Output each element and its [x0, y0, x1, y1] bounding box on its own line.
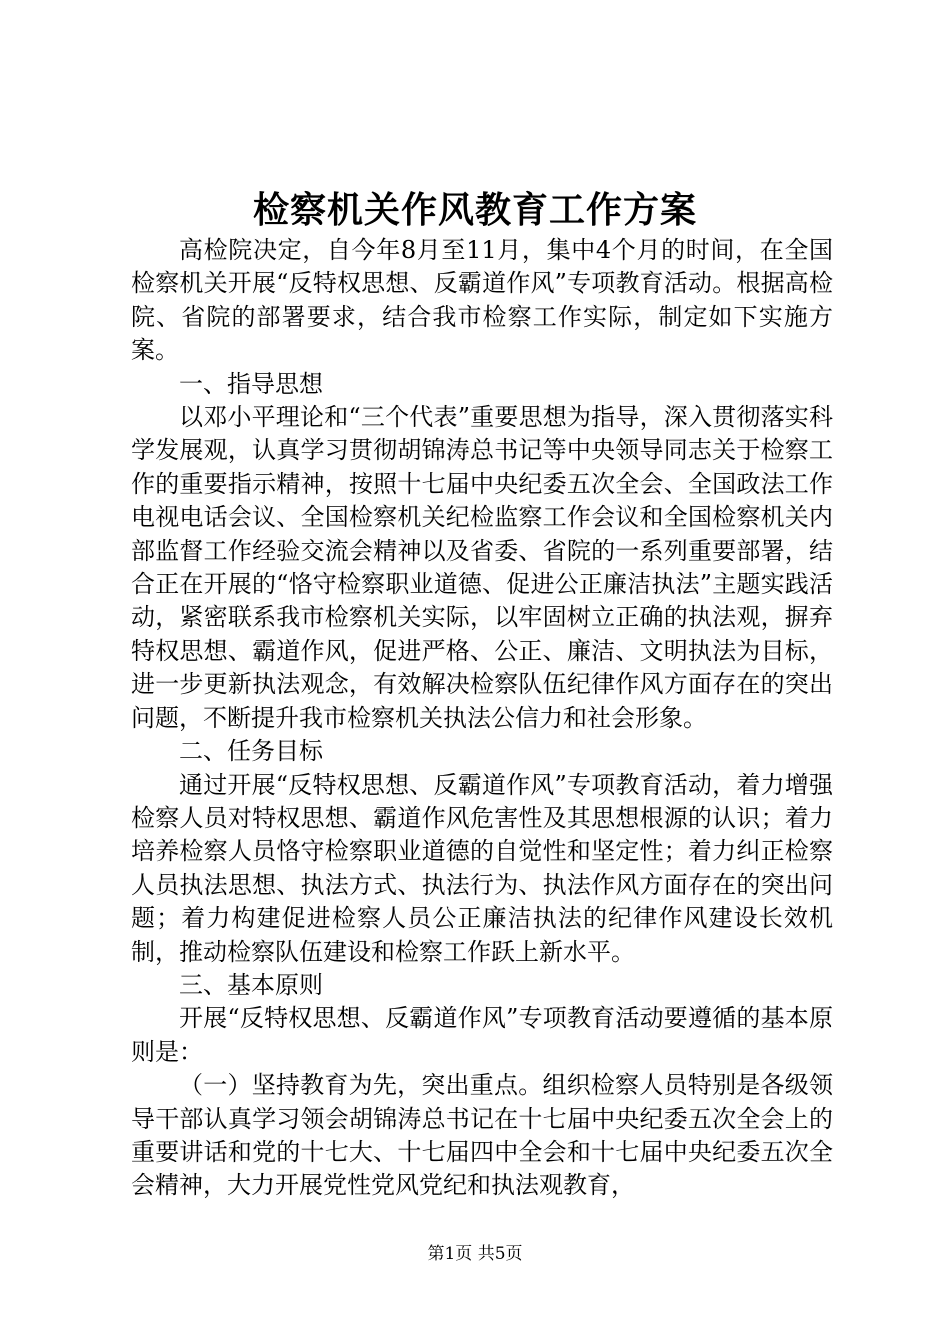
- paragraph-basic-principles: 开展“反特权思想、反霸道作风”专项教育活动要遵循的基本原则是：: [131, 1004, 833, 1066]
- document-title: 检察机关作风教育工作方案: [252, 189, 697, 231]
- section-heading-task-goals: 二、任务目标: [179, 737, 323, 766]
- paragraph-guiding-thought: 以邓小平理论和“三个代表”重要思想为指导，深入贯彻落实科学发展观，认真学习贯彻胡锦涛总书记等中央领导同志关于检察工作的重要指示精神，按照十七届中央纪委五次全会、全国政法工作电视电话会议、全国检察机关纪检监察工作会议和全国检察机关内部监督工作经验交流会精神以及省委、省院的一系列重要部署，结合正在开展的“恪守检察职业道德、促进公正廉洁执法”主题实践活动，紧密联系我市检察机关实际，以牢固树立正确的执法观，摒弃特权思想、霸道作风，促进严格、公正、廉洁、文明执法为目标，进一步更新执法观念，有效解决检察队伍纪律作风方面存在的突出问题，不断提升我市检察机关执法公信力和社会形象。: [131, 403, 833, 732]
- paragraph-task-goals: 通过开展“反特权思想、反霸道作风”专项教育活动，着力增强检察人员对特权思想、霸道作风危害性及其思想根源的认识；着力培养检察人员恪守检察职业道德的自觉性和坚定性；着力纠正检察人员执法思想、执法方式、执法行为、执法作风方面存在的突出问题；着力构建促进检察人员公正廉洁执法的纪律作风建设长效机制，推动检察队伍建设和检察工作跃上新水平。: [131, 770, 833, 966]
- paragraph-principle-one: （一）坚持教育为先，突出重点。组织检察人员特别是各级领导干部认真学习领会胡锦涛总书记在十七届中央纪委五次全会上的重要讲话和党的十七大、十七届四中全会和十七届中央纪委五次全会精神，大力开展党性党风党纪和执法观教育，: [131, 1071, 833, 1200]
- page-footer: 第1页 共5页: [427, 1244, 523, 1264]
- section-heading-basic-principles: 三、基本原则: [179, 970, 323, 999]
- paragraph-intro: 高检院决定，自今年8月至11月，集中4个月的时间，在全国检察机关开展“反特权思想、反霸道作风”专项教育活动。根据高检院、省院的部署要求，结合我市检察工作实际，制定如下实施方案。: [131, 236, 833, 365]
- document-body: [131, 234, 833, 1203]
- section-heading-guiding-thought: 一、指导思想: [179, 369, 323, 398]
